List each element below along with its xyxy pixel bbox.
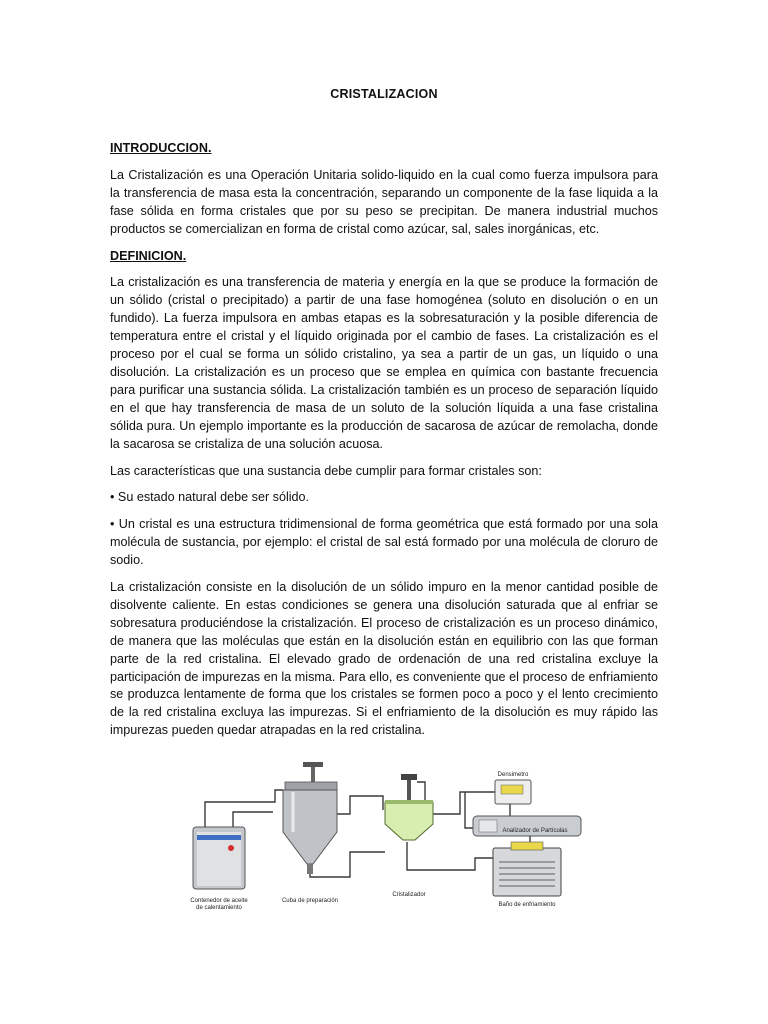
heating-container — [193, 827, 245, 889]
label-preparation-tank: Cuba de preparación — [281, 898, 339, 904]
label-densimeter: Densimetro — [497, 772, 529, 778]
intro-heading: INTRODUCCION. — [110, 141, 212, 155]
diagram-svg — [175, 752, 595, 932]
pipe-heating-return — [233, 812, 273, 827]
label-particle-analyzer: Analizador de Partículas — [502, 828, 568, 834]
process-paragraph: La cristalización consiste en la disolución de un sólido impuro en la menor cantidad posible de disolvente caliente. En estas condiciones se genera una disolución saturada que al enfriar se sobresatura produciéndose la cristalización. El proceso de cristalización es un proceso dinámico, de manera que las moléculas que están en la disolución están en equilibrio con las que forman parte de la red cristalina. El elevado grado de ordenación de una red cristalina excluye la participación de impurezas en la misma. Para ello, es conveniente que el proceso de enfriamiento se produzca lentamente de forma que los cristales se formen poco a poco y el lento crecimiento de la red cristalina excluya las impurezas. Si el enfriamiento de la disolución es muy rápido las impurezas pueden quedar atrapadas en la red cristalina. — [110, 580, 658, 738]
definition-paragraph: La cristalización es una transferencia de materia y energía en la que se produce la formación de un sólido (cristal o precipitado) a partir de una fase homogénea (soluto en disolución o en un fundido). La fuerza impulsora en ambas etapas es la sobresaturación y la posible diferencia de temperatura entre el cristal y el líquido originada por el cambio de fases. La cristalización es el proceso por el cual se forma un sólido cristalino, ya sea a partir de un gas, un líquido o una disolución. La cristalización es un proceso que se emplea en química con bastante frecuencia para purificar una sustancia sólida. La cristalización también es un proceso de separación líquido en el que hay transferencia de masa de un soluto de la solución líquida a una fase cristalina sólida pura. Un ejemplo importante es la producción de sacarosa de azúcar de remolacha, donde la sacarosa se cristaliza de una solución acuosa. — [110, 275, 658, 451]
densimeter — [495, 780, 531, 804]
intro-paragraph: La Cristalización es una Operación Unitaria solido-liquido en la cual como fuerza impulsora para la transferencia de masa esta la concentración, separando un componente de la fase liquida a la fase sólida en forma cristales que por su peso se precipitan. De manera industrial muchos productos se comercializan en forma de cristal como azúcar, sal, sales inorgánicas, etc. — [110, 167, 658, 236]
pipe-tank-bottom — [310, 852, 385, 877]
crystallizer — [385, 774, 433, 840]
characteristics-intro: Las características que una sustancia debe cumplir para formar cristales son: — [110, 463, 542, 478]
pipe-tank-to-crystallizer — [335, 796, 383, 814]
crystallization-diagram — [175, 752, 595, 932]
bullet-item-1: • Su estado natural debe ser sólido. — [110, 489, 658, 507]
pipe-to-densimeter — [433, 792, 495, 814]
label-container-line2: de calentamiento — [196, 905, 242, 911]
preparation-tank — [283, 762, 337, 874]
cooling-bath — [493, 842, 561, 896]
label-container-line1: Contenedor de aceite — [190, 898, 248, 904]
pipe-heating-to-tank — [205, 790, 283, 827]
label-crystallizer: Cristalizador — [392, 892, 426, 898]
intro-heading-text: INTRODUCCION — [110, 141, 208, 155]
bullet-item-2: • Un cristal es una estructura tridimensional de forma geométrica que está formado por una sola molécula de sustancia, por ejemplo: el cristal de sal está formado por una molécula de cloruro de sodio. — [110, 516, 658, 570]
document-body — [110, 140, 658, 749]
document-title: CRISTALIZACION — [330, 87, 438, 101]
definition-heading: DEFINICION. — [110, 248, 187, 263]
blue-band — [197, 835, 241, 840]
definition-heading-text: DEFINICION — [110, 248, 183, 263]
pipe-to-bath — [407, 842, 495, 870]
label-cooling-bath: Baño de enfriamiento — [498, 902, 556, 908]
red-indicator — [228, 845, 234, 851]
